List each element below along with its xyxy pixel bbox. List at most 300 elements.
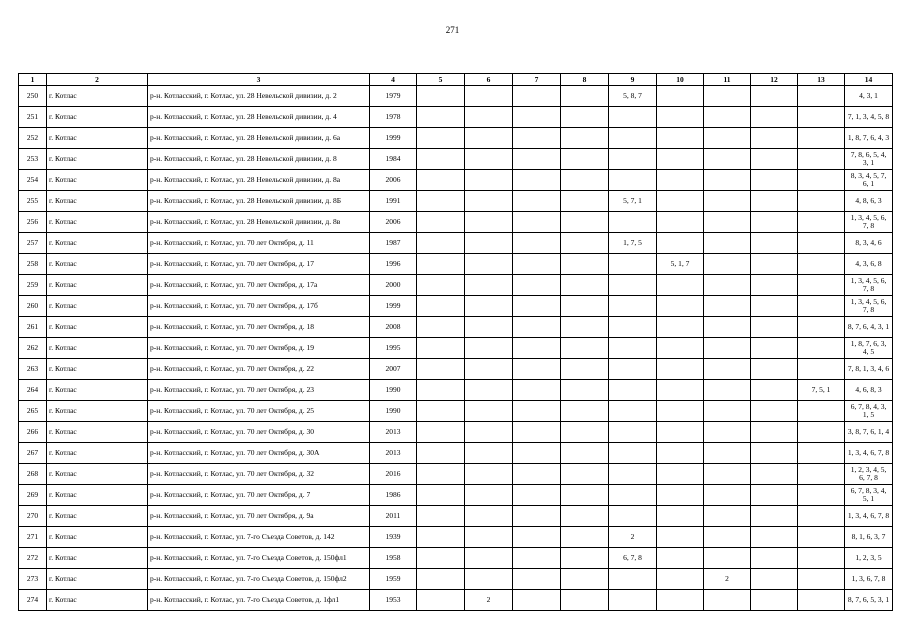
cell-address: р-н. Котласский, г. Котлас, ул. 70 лет Октября, д. 23 bbox=[148, 380, 370, 401]
cell-col-12 bbox=[751, 275, 798, 296]
cell-col-6 bbox=[465, 233, 513, 254]
cell-col-6 bbox=[465, 506, 513, 527]
cell-col-6 bbox=[465, 128, 513, 149]
cell-row-number: 274 bbox=[19, 590, 47, 611]
cell-col-10 bbox=[657, 275, 704, 296]
cell-col-14: 4, 6, 8, 3 bbox=[845, 380, 893, 401]
column-header-6: 6 bbox=[465, 74, 513, 86]
cell-col-9 bbox=[609, 401, 657, 422]
cell-col-10: 5, 1, 7 bbox=[657, 254, 704, 275]
cell-col-9 bbox=[609, 359, 657, 380]
cell-col-10 bbox=[657, 338, 704, 359]
cell-address: р-н. Котласский, г. Котлас, ул. 70 лет Октября, д. 32 bbox=[148, 464, 370, 485]
cell-col-8 bbox=[561, 506, 609, 527]
cell-col-13 bbox=[798, 128, 845, 149]
cell-row-number: 260 bbox=[19, 296, 47, 317]
cell-col-11 bbox=[704, 149, 751, 170]
cell-col-12 bbox=[751, 149, 798, 170]
cell-year: 1958 bbox=[370, 548, 417, 569]
table-row bbox=[19, 506, 893, 527]
cell-col-7 bbox=[513, 548, 561, 569]
cell-year: 1986 bbox=[370, 485, 417, 506]
cell-col-7 bbox=[513, 422, 561, 443]
cell-col-8 bbox=[561, 212, 609, 233]
cell-row-number: 267 bbox=[19, 443, 47, 464]
cell-col-13 bbox=[798, 548, 845, 569]
cell-col-5 bbox=[417, 233, 465, 254]
column-header-8: 8 bbox=[561, 74, 609, 86]
cell-locality: г. Котлас bbox=[47, 233, 148, 254]
cell-col-11 bbox=[704, 275, 751, 296]
cell-locality: г. Котлас bbox=[47, 590, 148, 611]
cell-col-13 bbox=[798, 401, 845, 422]
cell-col-8 bbox=[561, 128, 609, 149]
cell-col-8 bbox=[561, 296, 609, 317]
cell-col-8 bbox=[561, 254, 609, 275]
table-row bbox=[19, 212, 893, 233]
cell-col-8 bbox=[561, 422, 609, 443]
cell-col-14: 8, 3, 4, 5, 7, 6, 1 bbox=[845, 170, 893, 191]
cell-col-9 bbox=[609, 569, 657, 590]
cell-col-12 bbox=[751, 107, 798, 128]
cell-col-5 bbox=[417, 128, 465, 149]
table-row bbox=[19, 527, 893, 548]
cell-col-7 bbox=[513, 254, 561, 275]
cell-row-number: 252 bbox=[19, 128, 47, 149]
cell-col-9 bbox=[609, 317, 657, 338]
cell-col-10 bbox=[657, 485, 704, 506]
table-row bbox=[19, 548, 893, 569]
column-header-11: 11 bbox=[704, 74, 751, 86]
table-row bbox=[19, 296, 893, 317]
cell-col-13 bbox=[798, 569, 845, 590]
column-header-14: 14 bbox=[845, 74, 893, 86]
cell-row-number: 264 bbox=[19, 380, 47, 401]
cell-col-5 bbox=[417, 170, 465, 191]
cell-locality: г. Котлас bbox=[47, 548, 148, 569]
cell-col-9 bbox=[609, 338, 657, 359]
cell-col-13 bbox=[798, 191, 845, 212]
cell-col-7 bbox=[513, 191, 561, 212]
cell-locality: г. Котлас bbox=[47, 296, 148, 317]
cell-locality: г. Котлас bbox=[47, 212, 148, 233]
cell-col-9 bbox=[609, 212, 657, 233]
cell-col-14: 8, 7, 6, 4, 3, 1 bbox=[845, 317, 893, 338]
cell-col-14: 6, 7, 8, 4, 3, 1, 5 bbox=[845, 401, 893, 422]
cell-col-12 bbox=[751, 170, 798, 191]
cell-col-5 bbox=[417, 401, 465, 422]
cell-locality: г. Котлас bbox=[47, 128, 148, 149]
cell-year: 1999 bbox=[370, 128, 417, 149]
cell-col-6 bbox=[465, 149, 513, 170]
table-row bbox=[19, 86, 893, 107]
cell-col-11 bbox=[704, 422, 751, 443]
cell-year: 2000 bbox=[370, 275, 417, 296]
column-header-12: 12 bbox=[751, 74, 798, 86]
cell-col-14: 1, 8, 7, 6, 4, 3 bbox=[845, 128, 893, 149]
cell-address: р-н. Котласский, г. Котлас, ул. 28 Невельской дивизии, д. 8а bbox=[148, 170, 370, 191]
cell-year: 1953 bbox=[370, 590, 417, 611]
cell-col-9 bbox=[609, 128, 657, 149]
table-row bbox=[19, 359, 893, 380]
cell-locality: г. Котлас bbox=[47, 317, 148, 338]
cell-col-6 bbox=[465, 569, 513, 590]
cell-col-11 bbox=[704, 464, 751, 485]
cell-col-12 bbox=[751, 233, 798, 254]
cell-row-number: 255 bbox=[19, 191, 47, 212]
cell-col-12 bbox=[751, 422, 798, 443]
cell-year: 1959 bbox=[370, 569, 417, 590]
cell-col-6 bbox=[465, 380, 513, 401]
cell-row-number: 265 bbox=[19, 401, 47, 422]
column-header-1: 1 bbox=[19, 74, 47, 86]
cell-col-7 bbox=[513, 170, 561, 191]
cell-col-5 bbox=[417, 254, 465, 275]
cell-col-12 bbox=[751, 254, 798, 275]
cell-col-10 bbox=[657, 569, 704, 590]
cell-col-9 bbox=[609, 422, 657, 443]
cell-col-13 bbox=[798, 464, 845, 485]
cell-col-10 bbox=[657, 296, 704, 317]
cell-col-6 bbox=[465, 86, 513, 107]
cell-row-number: 269 bbox=[19, 485, 47, 506]
cell-year: 2013 bbox=[370, 443, 417, 464]
cell-col-13 bbox=[798, 149, 845, 170]
cell-year: 2013 bbox=[370, 422, 417, 443]
cell-col-5 bbox=[417, 569, 465, 590]
cell-col-10 bbox=[657, 170, 704, 191]
column-header-5: 5 bbox=[417, 74, 465, 86]
cell-col-13 bbox=[798, 296, 845, 317]
cell-address: р-н. Котласский, г. Котлас, ул. 7-го Съезда Советов, д. 1фл1 bbox=[148, 590, 370, 611]
cell-year: 1995 bbox=[370, 338, 417, 359]
cell-col-11 bbox=[704, 548, 751, 569]
cell-col-14: 1, 8, 7, 6, 3, 4, 5 bbox=[845, 338, 893, 359]
cell-col-12 bbox=[751, 464, 798, 485]
cell-col-8 bbox=[561, 569, 609, 590]
table-row bbox=[19, 275, 893, 296]
cell-col-14: 4, 3, 1 bbox=[845, 86, 893, 107]
cell-col-8 bbox=[561, 548, 609, 569]
cell-col-14: 1, 3, 4, 6, 7, 8 bbox=[845, 443, 893, 464]
cell-year: 2008 bbox=[370, 317, 417, 338]
cell-col-10 bbox=[657, 590, 704, 611]
cell-col-7 bbox=[513, 128, 561, 149]
cell-col-9 bbox=[609, 590, 657, 611]
cell-col-6 bbox=[465, 401, 513, 422]
cell-col-6 bbox=[465, 359, 513, 380]
cell-address: р-н. Котласский, г. Котлас, ул. 70 лет Октября, д. 11 bbox=[148, 233, 370, 254]
cell-col-14: 1, 3, 4, 5, 6, 7, 8 bbox=[845, 212, 893, 233]
cell-col-9: 5, 8, 7 bbox=[609, 86, 657, 107]
cell-col-8 bbox=[561, 107, 609, 128]
cell-row-number: 266 bbox=[19, 422, 47, 443]
cell-col-12 bbox=[751, 86, 798, 107]
cell-col-11 bbox=[704, 86, 751, 107]
cell-col-11 bbox=[704, 401, 751, 422]
table-body bbox=[19, 86, 893, 611]
cell-address: р-н. Котласский, г. Котлас, ул. 28 Невельской дивизии, д. 2 bbox=[148, 86, 370, 107]
table-row bbox=[19, 443, 893, 464]
cell-col-10 bbox=[657, 380, 704, 401]
cell-col-11 bbox=[704, 170, 751, 191]
cell-address: р-н. Котласский, г. Котлас, ул. 7-го Съезда Советов, д. 142 bbox=[148, 527, 370, 548]
cell-col-6 bbox=[465, 422, 513, 443]
cell-col-11 bbox=[704, 233, 751, 254]
column-header-4: 4 bbox=[370, 74, 417, 86]
cell-col-11 bbox=[704, 527, 751, 548]
cell-col-5 bbox=[417, 527, 465, 548]
cell-col-5 bbox=[417, 443, 465, 464]
cell-locality: г. Котлас bbox=[47, 464, 148, 485]
cell-col-5 bbox=[417, 380, 465, 401]
column-header-13: 13 bbox=[798, 74, 845, 86]
column-header-2: 2 bbox=[47, 74, 148, 86]
cell-col-5 bbox=[417, 548, 465, 569]
table-row bbox=[19, 401, 893, 422]
cell-col-5 bbox=[417, 359, 465, 380]
cell-col-14: 7, 8, 1, 3, 4, 6 bbox=[845, 359, 893, 380]
cell-col-13 bbox=[798, 275, 845, 296]
cell-col-9: 2 bbox=[609, 527, 657, 548]
cell-col-6 bbox=[465, 527, 513, 548]
table-row bbox=[19, 233, 893, 254]
cell-col-5 bbox=[417, 296, 465, 317]
cell-col-9 bbox=[609, 149, 657, 170]
cell-col-8 bbox=[561, 380, 609, 401]
cell-col-10 bbox=[657, 527, 704, 548]
cell-col-14: 6, 7, 8, 3, 4, 5, 1 bbox=[845, 485, 893, 506]
cell-year: 1987 bbox=[370, 233, 417, 254]
cell-col-8 bbox=[561, 485, 609, 506]
cell-col-12 bbox=[751, 548, 798, 569]
cell-locality: г. Котлас bbox=[47, 401, 148, 422]
cell-col-5 bbox=[417, 317, 465, 338]
cell-row-number: 253 bbox=[19, 149, 47, 170]
cell-address: р-н. Котласский, г. Котлас, ул. 70 лет Октября, д. 22 bbox=[148, 359, 370, 380]
cell-col-8 bbox=[561, 86, 609, 107]
cell-col-12 bbox=[751, 212, 798, 233]
cell-col-5 bbox=[417, 191, 465, 212]
cell-col-8 bbox=[561, 401, 609, 422]
cell-col-10 bbox=[657, 86, 704, 107]
cell-year: 2006 bbox=[370, 170, 417, 191]
cell-col-7 bbox=[513, 527, 561, 548]
cell-col-10 bbox=[657, 191, 704, 212]
cell-year: 1978 bbox=[370, 107, 417, 128]
cell-col-14: 1, 2, 3, 5 bbox=[845, 548, 893, 569]
cell-col-5 bbox=[417, 338, 465, 359]
cell-col-8 bbox=[561, 590, 609, 611]
cell-col-13 bbox=[798, 338, 845, 359]
cell-address: р-н. Котласский, г. Котлас, ул. 70 лет Октября, д. 7 bbox=[148, 485, 370, 506]
cell-year: 1996 bbox=[370, 254, 417, 275]
cell-col-14: 4, 3, 6, 8 bbox=[845, 254, 893, 275]
cell-locality: г. Котлас bbox=[47, 191, 148, 212]
cell-year: 1990 bbox=[370, 380, 417, 401]
cell-col-12 bbox=[751, 527, 798, 548]
cell-year: 1991 bbox=[370, 191, 417, 212]
cell-year: 2016 bbox=[370, 464, 417, 485]
cell-col-11 bbox=[704, 443, 751, 464]
cell-col-10 bbox=[657, 212, 704, 233]
cell-col-6 bbox=[465, 485, 513, 506]
cell-col-14: 1, 3, 4, 5, 6, 7, 8 bbox=[845, 296, 893, 317]
cell-col-5 bbox=[417, 590, 465, 611]
cell-col-9 bbox=[609, 443, 657, 464]
cell-col-7 bbox=[513, 506, 561, 527]
cell-row-number: 256 bbox=[19, 212, 47, 233]
cell-address: р-н. Котласский, г. Котлас, ул. 70 лет Октября, д. 17а bbox=[148, 275, 370, 296]
cell-address: р-н. Котласский, г. Котлас, ул. 28 Невельской дивизии, д. 6а bbox=[148, 128, 370, 149]
cell-row-number: 263 bbox=[19, 359, 47, 380]
cell-col-12 bbox=[751, 401, 798, 422]
cell-col-7 bbox=[513, 212, 561, 233]
header-row bbox=[19, 74, 893, 86]
cell-col-9: 6, 7, 8 bbox=[609, 548, 657, 569]
cell-col-14: 1, 3, 6, 7, 8 bbox=[845, 569, 893, 590]
cell-address: р-н. Котласский, г. Котлас, ул. 28 Невельской дивизии, д. 4 bbox=[148, 107, 370, 128]
cell-col-14: 4, 8, 6, 3 bbox=[845, 191, 893, 212]
cell-col-14: 8, 1, 6, 3, 7 bbox=[845, 527, 893, 548]
cell-col-13 bbox=[798, 527, 845, 548]
cell-col-13 bbox=[798, 233, 845, 254]
cell-col-9 bbox=[609, 506, 657, 527]
cell-col-10 bbox=[657, 359, 704, 380]
cell-col-11 bbox=[704, 380, 751, 401]
cell-address: р-н. Котласский, г. Котлас, ул. 70 лет Октября, д. 30А bbox=[148, 443, 370, 464]
cell-year: 1939 bbox=[370, 527, 417, 548]
cell-col-10 bbox=[657, 464, 704, 485]
cell-col-6 bbox=[465, 170, 513, 191]
cell-locality: г. Котлас bbox=[47, 527, 148, 548]
cell-locality: г. Котлас bbox=[47, 443, 148, 464]
table-header bbox=[19, 74, 893, 86]
cell-year: 1999 bbox=[370, 296, 417, 317]
cell-col-6 bbox=[465, 464, 513, 485]
cell-address: р-н. Котласский, г. Котлас, ул. 7-го Съезда Советов, д. 150фл1 bbox=[148, 548, 370, 569]
table-row bbox=[19, 170, 893, 191]
cell-col-13 bbox=[798, 422, 845, 443]
cell-locality: г. Котлас bbox=[47, 338, 148, 359]
cell-col-13 bbox=[798, 107, 845, 128]
cell-col-5 bbox=[417, 86, 465, 107]
cell-col-5 bbox=[417, 149, 465, 170]
cell-col-10 bbox=[657, 107, 704, 128]
cell-col-8 bbox=[561, 464, 609, 485]
cell-year: 1990 bbox=[370, 401, 417, 422]
cell-col-5 bbox=[417, 212, 465, 233]
cell-locality: г. Котлас bbox=[47, 359, 148, 380]
cell-col-13 bbox=[798, 590, 845, 611]
cell-row-number: 261 bbox=[19, 317, 47, 338]
cell-col-7 bbox=[513, 401, 561, 422]
table-row bbox=[19, 107, 893, 128]
cell-col-14: 1, 3, 4, 5, 6, 7, 8 bbox=[845, 275, 893, 296]
cell-col-7 bbox=[513, 275, 561, 296]
cell-col-9 bbox=[609, 485, 657, 506]
cell-row-number: 270 bbox=[19, 506, 47, 527]
cell-col-11: 2 bbox=[704, 569, 751, 590]
cell-locality: г. Котлас bbox=[47, 422, 148, 443]
table-row bbox=[19, 569, 893, 590]
cell-col-13 bbox=[798, 359, 845, 380]
cell-col-13 bbox=[798, 212, 845, 233]
cell-col-12 bbox=[751, 569, 798, 590]
cell-col-14: 1, 2, 3, 4, 5, 6, 7, 8 bbox=[845, 464, 893, 485]
cell-address: р-н. Котласский, г. Котлас, ул. 70 лет Октября, д. 18 bbox=[148, 317, 370, 338]
cell-col-13 bbox=[798, 170, 845, 191]
cell-col-13 bbox=[798, 443, 845, 464]
cell-locality: г. Котлас bbox=[47, 86, 148, 107]
table-row bbox=[19, 338, 893, 359]
cell-year: 2011 bbox=[370, 506, 417, 527]
cell-col-10 bbox=[657, 401, 704, 422]
cell-locality: г. Котлас bbox=[47, 380, 148, 401]
cell-locality: г. Котлас bbox=[47, 506, 148, 527]
cell-col-9 bbox=[609, 296, 657, 317]
cell-col-7 bbox=[513, 233, 561, 254]
cell-col-6 bbox=[465, 212, 513, 233]
cell-col-14: 1, 3, 4, 6, 7, 8 bbox=[845, 506, 893, 527]
cell-col-9 bbox=[609, 170, 657, 191]
cell-col-13 bbox=[798, 86, 845, 107]
cell-locality: г. Котлас bbox=[47, 569, 148, 590]
cell-col-11 bbox=[704, 506, 751, 527]
cell-col-7 bbox=[513, 107, 561, 128]
cell-col-9 bbox=[609, 254, 657, 275]
cell-locality: г. Котлас bbox=[47, 149, 148, 170]
cell-col-14: 7, 8, 6, 5, 4, 3, 1 bbox=[845, 149, 893, 170]
cell-col-7 bbox=[513, 569, 561, 590]
cell-col-6 bbox=[465, 443, 513, 464]
cell-address: р-н. Котласский, г. Котлас, ул. 70 лет Октября, д. 25 bbox=[148, 401, 370, 422]
cell-col-6 bbox=[465, 275, 513, 296]
cell-col-7 bbox=[513, 296, 561, 317]
cell-row-number: 251 bbox=[19, 107, 47, 128]
table-row bbox=[19, 149, 893, 170]
table-row bbox=[19, 590, 893, 611]
cell-col-8 bbox=[561, 170, 609, 191]
cell-col-12 bbox=[751, 380, 798, 401]
cell-col-13: 7, 5, 1 bbox=[798, 380, 845, 401]
table-row bbox=[19, 128, 893, 149]
cell-col-10 bbox=[657, 422, 704, 443]
cell-col-8 bbox=[561, 233, 609, 254]
column-header-3: 3 bbox=[148, 74, 370, 86]
cell-col-6 bbox=[465, 254, 513, 275]
cell-col-5 bbox=[417, 422, 465, 443]
cell-locality: г. Котлас bbox=[47, 485, 148, 506]
cell-col-12 bbox=[751, 506, 798, 527]
cell-col-11 bbox=[704, 485, 751, 506]
cell-row-number: 271 bbox=[19, 527, 47, 548]
cell-row-number: 268 bbox=[19, 464, 47, 485]
cell-col-6 bbox=[465, 191, 513, 212]
cell-col-6: 2 bbox=[465, 590, 513, 611]
cell-col-9 bbox=[609, 275, 657, 296]
cell-col-12 bbox=[751, 485, 798, 506]
column-header-9: 9 bbox=[609, 74, 657, 86]
cell-col-14: 7, 1, 3, 4, 5, 8 bbox=[845, 107, 893, 128]
cell-col-7 bbox=[513, 485, 561, 506]
cell-address: р-н. Котласский, г. Котлас, ул. 70 лет Октября, д. 19 bbox=[148, 338, 370, 359]
cell-col-8 bbox=[561, 443, 609, 464]
cell-col-5 bbox=[417, 107, 465, 128]
cell-col-10 bbox=[657, 506, 704, 527]
cell-col-11 bbox=[704, 590, 751, 611]
table-row bbox=[19, 464, 893, 485]
